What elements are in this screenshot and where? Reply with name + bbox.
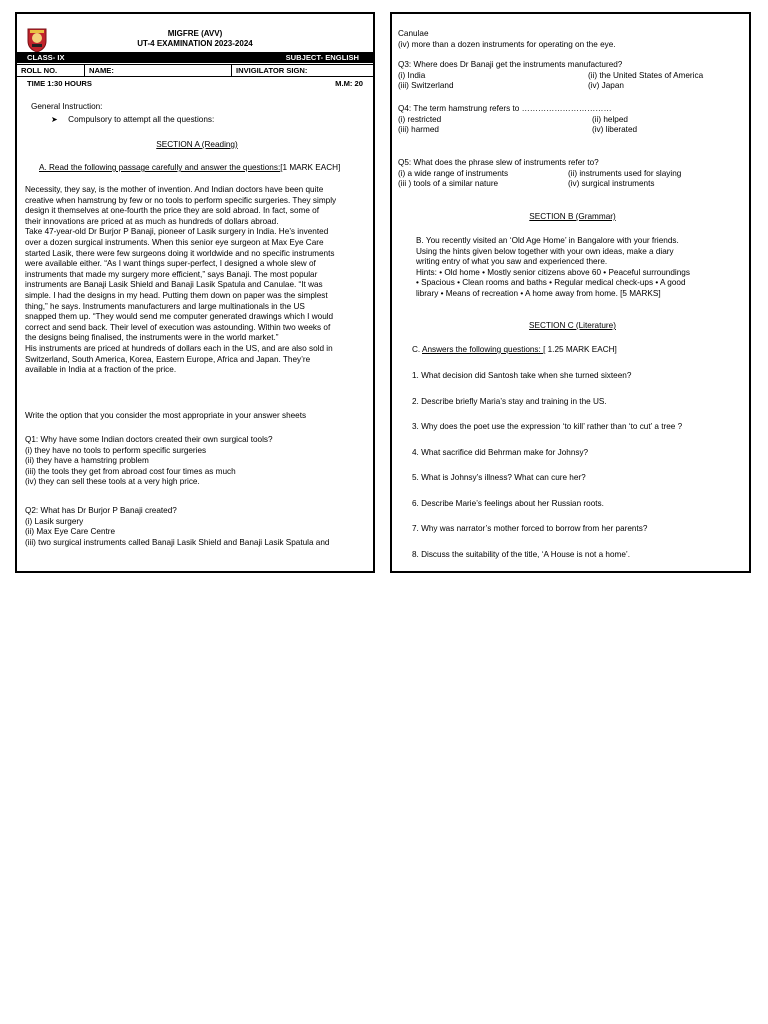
option: (iii) two surgical instruments called Banaji Lasik Shield and Banaji Lasik Spatula and (25, 537, 330, 547)
literature-question: 7. Why was narrator’s mother forced to borrow from her parents? (412, 524, 648, 533)
option: (i) Lasik surgery (25, 516, 84, 526)
page-right (390, 12, 751, 573)
section-c-task (412, 345, 745, 356)
question-text: Q5: What does the phrase slew of instruments refer to? (398, 158, 599, 167)
literature-question: 4. What sacrifice did Behrman make for Johnsy? (412, 448, 589, 457)
question-5 (398, 158, 745, 190)
option-continued: Canulae (398, 29, 429, 38)
question-text: Q3: Where does Dr Banaji get the instruments manufactured? (398, 60, 623, 69)
section-a-task-text: A. Read the following passage carefully and answer the questions: (39, 163, 281, 172)
roll-no-field[interactable]: ROLL NO. (17, 65, 85, 76)
section-b-line: writing entry of what you saw and experienced there. (416, 257, 608, 267)
passage-line: correct and send back. Their level of execution was astounding. Within two weeks of (25, 322, 331, 332)
general-instruction-title: General Instruction: (31, 102, 103, 111)
name-field[interactable]: NAME: (85, 65, 232, 76)
school-name: MIGFRE (AVV) (167, 29, 223, 38)
passage-line: design it themselves at one-fourth the price they are sold abroad. In fact, some of (25, 206, 320, 216)
literature-question: 5. What is Johnsy’s illness? What can cure her? (412, 473, 586, 482)
section-c-title: SECTION C (Literature) (529, 321, 616, 330)
passage-line: creative when hamstrung by few or no tools to perform specific surgeries. They simply (25, 195, 337, 205)
passage-line: their innovations are priced at as much as hundreds of dollars abroad. (25, 216, 279, 226)
class-label: CLASS- IX (27, 53, 65, 62)
option: (iii) the tools they get from abroad cost four times as much (25, 466, 236, 476)
question-text: Q2: What has Dr Burjor P Banaji created? (25, 506, 177, 515)
subject-label: SUBJECT- ENGLISH (285, 53, 359, 62)
section-b-line: • Spacious • Clean rooms and baths • Regular medical check-ups • A good (416, 278, 686, 288)
question-2 (25, 506, 369, 548)
arrow-bullet-icon: ➤ (51, 115, 58, 124)
option: (i) India (398, 70, 426, 80)
page-left (15, 12, 375, 573)
section-c-task-text: Answers the following questions: (422, 345, 544, 354)
class-subject-bar (17, 52, 373, 63)
option: (iii) Switzerland (398, 81, 454, 91)
passage-line: Switzerland, South America, Korea, Eastern Europe, Africa and Japan. They’re (25, 354, 311, 364)
option: (ii) instruments used for slaying (568, 168, 682, 178)
section-b-line: Hints: • Old home • Mostly senior citizens above 60 • Peaceful surroundings (416, 267, 690, 277)
literature-question: 8. Discuss the suitability of the title, ‘A House is not a home’. (412, 550, 630, 559)
instruction-item (51, 115, 369, 126)
passage-line: the designs being finalised, the instruments were in the world market.” (25, 333, 279, 343)
section-b-title: SECTION B (Grammar) (529, 212, 616, 221)
literature-question: 3. Why does the poet use the expression ‘to kill’ rather than ‘to cut’ a tree ? (412, 422, 683, 431)
section-b-question (416, 236, 745, 300)
roll-name-row (17, 64, 373, 77)
passage-line: His instruments are priced at hundreds of dollars each in the US, and are also sold in (25, 343, 333, 353)
option: (iv) liberated (592, 125, 638, 135)
passage-line: over a dozen surgical instruments. When this senior eye surgeon at Max Eye Care (25, 237, 324, 247)
literature-question: 1. What decision did Santosh take when she turned sixteen? (412, 371, 632, 380)
option: (iv) surgical instruments (568, 179, 655, 189)
option: (iii ) tools of a similar nature (398, 179, 499, 189)
invigilator-sign-field[interactable]: INVIGILATOR SIGN: (236, 66, 308, 75)
option: (i) restricted (398, 114, 442, 124)
passage-line: Take 47-year-old Dr Burjor P Banaji, pioneer of Lasik surgery in India. He’s invented (25, 227, 329, 237)
passage-line: were available either. “As I want things super-perfect, I designed a whole slew of (25, 259, 316, 269)
passage-line: instruments are Banaji Lasik Shield and Banaji Lasik Spatula and Canulae. “It was (25, 280, 323, 290)
option: (ii) helped (592, 114, 628, 124)
section-a-task (39, 163, 369, 174)
question-1 (25, 435, 369, 488)
passage-line: available in India at a fraction of the price. (25, 365, 177, 375)
max-marks-label: M.M: 20 (335, 79, 363, 88)
passage-line: thing,” he says. Instruments manufacturers and large multinationals in the US (25, 301, 305, 311)
option: (iv) Japan (588, 81, 624, 91)
literature-question: 2. Describe briefly Maria’s stay and training in the US. (412, 397, 607, 406)
question-2-continued (398, 29, 745, 50)
section-c-task-prefix: C. (412, 345, 423, 354)
option: (iv) they can sell these tools at a very high price. (25, 477, 200, 487)
option: (i) they have no tools to perform specific surgeries (25, 445, 207, 455)
option: (ii) they have a hamstring problem (25, 456, 149, 466)
option: (iii) harmed (398, 125, 439, 135)
exam-title: UT-4 EXAMINATION 2023-2024 (137, 39, 253, 48)
option: (ii) the United States of America (588, 70, 704, 80)
question-3 (398, 60, 745, 92)
passage-line: started Lasik, there were few surgeons doing it worldwide and no specific instruments (25, 248, 335, 258)
passage-line: snapped them up. “They would send me computer generated drawings which I would (25, 312, 334, 322)
section-b-line: Using the hints given below together with your own ideas, make a diary (416, 246, 674, 256)
section-a-task-marks: [1 MARK EACH] (280, 163, 341, 172)
passage-line: Necessity, they say, is the mother of invention. And Indian doctors have been quite (25, 185, 324, 194)
school-heading (17, 29, 373, 49)
section-c-task-marks: [ 1.25 MARK EACH] (543, 345, 617, 354)
passage-line: simple. I had the designs in my head. Putting them down on paper was the simplest (25, 290, 328, 300)
instruction-text: Compulsory to attempt all the questions: (68, 115, 215, 124)
time-marks-row (17, 78, 373, 89)
question-4 (398, 104, 745, 136)
time-label: TIME 1:30 HOURS (27, 79, 92, 88)
option: (iv) more than a dozen instruments for operating on the eye. (398, 39, 616, 49)
question-text: Q4: The term hamstrung refers to …………………………… (398, 104, 612, 113)
section-a-title: SECTION A (Reading) (156, 140, 238, 149)
option: (ii) Max Eye Care Centre (25, 527, 116, 537)
reading-passage (25, 185, 369, 376)
section-b-line: B. You recently visited an ‘Old Age Home’ in Bangalore with your friends. (416, 236, 679, 245)
question-text: Q1: Why have some Indian doctors created their own surgical tools? (25, 435, 273, 444)
write-option-instruction: Write the option that you consider the most appropriate in your answer sheets (25, 411, 307, 420)
passage-line: instruments that made my surgery more efficient,” says Banaji. The most popular (25, 269, 318, 279)
literature-question: 6. Describe Marie’s feelings about her Russian roots. (412, 499, 604, 508)
section-b-line: library • Means of recreation • A home away from home. [5 MARKS] (416, 288, 661, 298)
option: (i) a wide range of instruments (398, 168, 509, 178)
